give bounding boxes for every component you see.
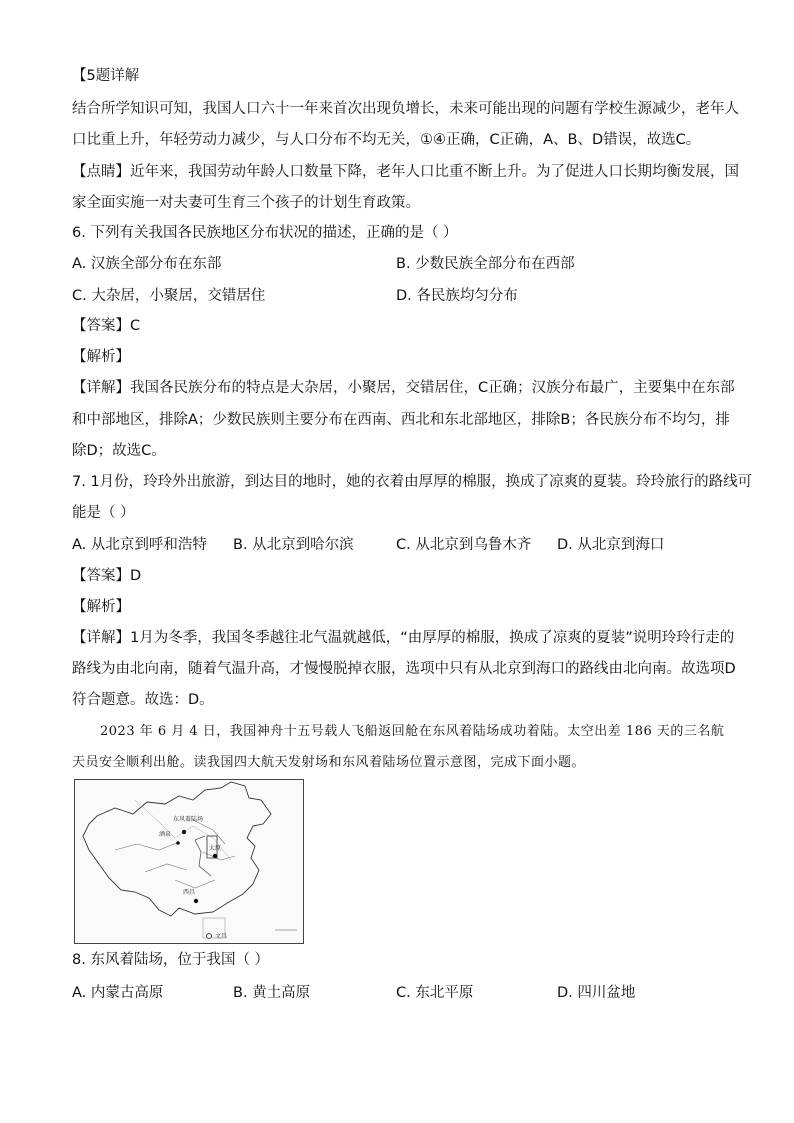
q6-detail-line-3: 除D；故选C。 — [72, 443, 166, 459]
xichang-marker — [194, 899, 198, 903]
q7-option-a: A. 从北京到呼和浩特 — [72, 537, 207, 553]
q7-option-b: B. 从北京到哈尔滨 — [233, 537, 354, 553]
q6-option-b: B. 少数民族全部分布在西部 — [396, 256, 575, 272]
q8-stem: 8. 东风着陆场，位于我国（ ） — [72, 952, 270, 968]
q5-heading: 【5题详解 — [72, 68, 140, 84]
label-jiuquan: 酒泉 — [159, 831, 172, 838]
q5-tip-line-1: 【点睛】近年来，我国劳动年龄人口数量下降，老年人口比重不断上升。为了促进人口长期均衡发展，国 — [72, 164, 739, 180]
map-drawing — [75, 780, 303, 943]
q6-option-c: C. 大杂居，小聚居，交错居住 — [72, 288, 266, 304]
q8-option-d: D. 四川盆地 — [557, 985, 636, 1001]
q6-analysis-heading: 【解析】 — [72, 349, 130, 365]
q8-option-c: C. 东北平原 — [396, 985, 474, 1001]
q5-detail-line-1: 结合所学知识可知，我国人口六十一年来首次出现负增长，未来可能出现的问题有学校生源减少，老年人 — [72, 101, 739, 117]
river-line — [195, 836, 211, 876]
q8-option-b: B. 黄土高原 — [233, 985, 311, 1001]
china-launch-sites-map — [74, 779, 304, 944]
q7-option-d: D. 从北京到海口 — [557, 537, 665, 553]
q7-detail-line-3: 符合题意。故选：D。 — [72, 692, 214, 708]
wenchang-marker — [207, 934, 212, 939]
q7-stem-line-1: 7. 1月份，玲玲外出旅游，到达目的地时，她的衣着由厚厚的棉服，换成了凉爽的夏装。玲玲旅行的路线可 — [72, 474, 753, 490]
label-dongfeng: 东风着陆场 — [173, 816, 204, 823]
label-taiyuan: 太原 — [209, 845, 222, 852]
q7-option-c: C. 从北京到乌鲁木齐 — [396, 537, 532, 553]
q6-option-a: A. 汉族全部分布在东部 — [72, 256, 222, 272]
q7-detail-line-1: 【详解】1月为冬季，我国冬季越往北气温就越低，“由厚厚的棉服，换成了凉爽的夏装”说明玲玲行走的 — [72, 630, 735, 646]
q6-option-d: D. 各民族均匀分布 — [396, 288, 518, 304]
china-outline — [83, 782, 271, 916]
q7-answer: 【答案】D — [72, 568, 142, 584]
passage-line-2: 天员安全顺利出舱。读我国四大航天发射场和东风着陆场位置示意图，完成下面小题。 — [72, 755, 586, 770]
q6-detail-line-2: 和中部地区，排除A；少数民族则主要分布在西南、西北和东北部地区，排除B；各民族分布不均匀，排 — [72, 412, 730, 428]
q6-detail-line-1: 【详解】我国各民族分布的特点是大杂居，小聚居，交错居住，C正确；汉族分布最广，主要集中在东部 — [72, 380, 735, 396]
taiyuan-marker — [213, 854, 217, 858]
q6-answer: 【答案】C — [72, 318, 141, 334]
passage-line-1: 2023 年 6 月 4 日，我国神舟十五号载人飞船返回舱在东风着陆场成功着陆。太空出差 186 天的三名航 — [100, 724, 725, 739]
q6-stem: 6. 下列有关我国各民族地区分布状况的描述，正确的是（ ） — [72, 225, 458, 241]
q5-detail-line-2: 口比重上升，年轻劳动力减少，与人口分布不均无关，①④正确，C正确，A、B、D错误，故选C。 — [72, 132, 701, 148]
label-wenchang: 文昌 — [215, 933, 228, 940]
q7-detail-line-2: 路线为由北向南，随着气温升高，才慢慢脱掉衣服，选项中只有从北京到海口的路线由北向南。故选项D — [72, 661, 736, 677]
q8-option-a: A. 内蒙古高原 — [72, 985, 164, 1001]
q5-tip-line-2: 家全面实施一对夫妻可生育三个孩子的计划生育政策。 — [72, 195, 420, 211]
label-xichang: 西昌 — [183, 889, 196, 896]
q7-analysis-heading: 【解析】 — [72, 599, 130, 615]
dongfeng-landing-site-marker — [182, 830, 186, 834]
q7-stem-line-2: 能是（ ） — [72, 505, 135, 521]
jiuquan-marker — [176, 841, 180, 845]
